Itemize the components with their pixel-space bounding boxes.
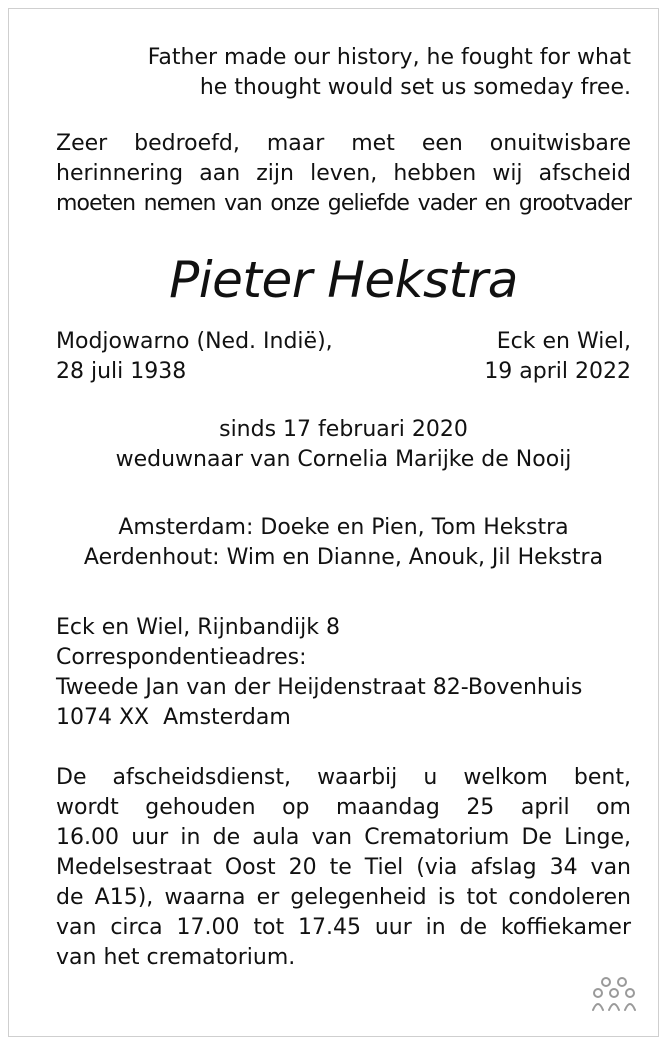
intro-line: Zeer bedroefd, maar met een onuitwisbare (56, 131, 631, 156)
service-line: van circa 17.00 tot 17.45 uur in de koffiekamer (56, 915, 631, 940)
service-line: De afscheidsdienst, waarbij u welkom bent, (56, 765, 631, 790)
service-details (56, 763, 631, 973)
motto-line: Father made our history, he fought for what (147, 45, 631, 70)
death-place: Eck en Wiel, (496, 329, 631, 354)
address-line: Correspondentieadres: (56, 645, 307, 670)
announcement-content (56, 43, 631, 973)
announcement-frame (8, 8, 659, 1037)
widower-since: sinds 17 februari 2020 (219, 417, 468, 442)
family-list (56, 513, 631, 573)
widower-info (56, 415, 631, 475)
birth-info (56, 327, 333, 387)
people-group-icon (592, 976, 636, 1014)
address-line: Eck en Wiel, Rijnbandijk 8 (56, 615, 340, 640)
address-block (56, 613, 631, 733)
intro-line: herinnering aan zijn leven, hebben wij afscheid (56, 161, 631, 186)
birth-place: Modjowarno (Ned. Indië), (56, 329, 333, 354)
birth-date: 28 juli 1938 (56, 359, 187, 384)
service-line: wordt gehouden op maandag 25 april om (56, 795, 631, 820)
address-line: Tweede Jan van der Heijdenstraat 82-Bovenhuis (56, 675, 583, 700)
service-line: 16.00 uur in de aula van Crematorium De Linge, (56, 825, 631, 850)
death-date: 19 april 2022 (484, 359, 631, 384)
address-line: 1074 XX Amsterdam (56, 705, 291, 730)
service-line: van het crematorium. (56, 945, 296, 970)
intro-text (56, 129, 631, 219)
service-line: Medelsestraat Oost 20 te Tiel (via afslag 34 van (56, 855, 631, 880)
motto (56, 43, 631, 103)
motto-line: he thought would set us someday free. (199, 75, 631, 100)
family-line: Amsterdam: Doeke en Pien, Tom Hekstra (118, 515, 569, 540)
death-info (484, 327, 631, 387)
deceased-name: Pieter Hekstra (169, 251, 518, 309)
life-dates (56, 327, 631, 387)
widower-of: weduwnaar van Cornelia Marijke de Nooij (115, 447, 572, 472)
intro-line: moeten nemen van onze geliefde vader en grootvader (56, 191, 631, 216)
service-line: de A15), waarna er gelegenheid is tot condoleren (56, 885, 631, 910)
family-line: Aerdenhout: Wim en Dianne, Anouk, Jil Hekstra (83, 545, 604, 570)
